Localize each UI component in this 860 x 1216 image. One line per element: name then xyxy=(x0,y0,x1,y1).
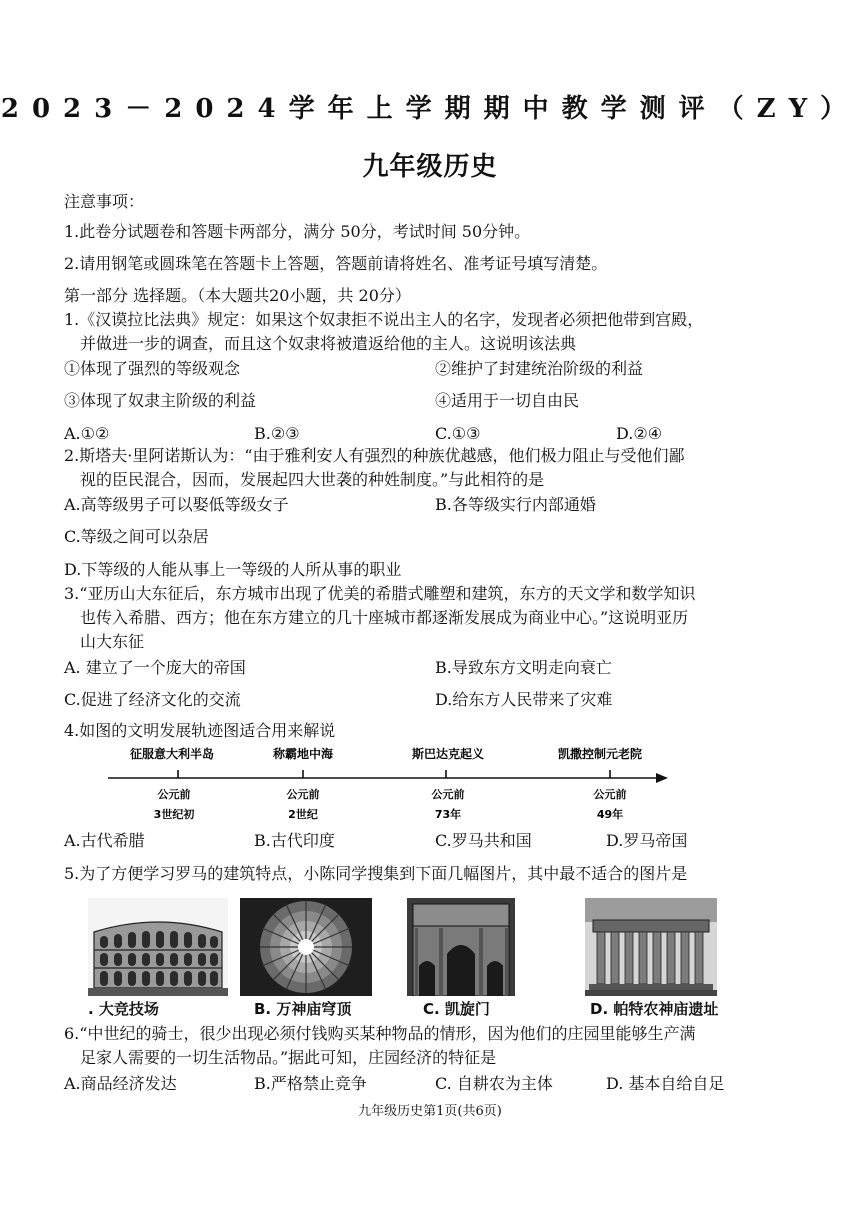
q3-option-b: B.导致东方文明走向衰亡 xyxy=(435,658,612,677)
timeline-era: 公元前 xyxy=(157,788,191,801)
q6-option-d: D. 基本自给自足 xyxy=(606,1074,725,1093)
timeline-arrowhead xyxy=(656,773,668,783)
q4-option-c: C.罗马共和国 xyxy=(435,831,532,850)
q4-stem: 4.如图的文明发展轨迹图适合用来解说 xyxy=(64,721,336,740)
q6-option-b: B.严格禁止竞争 xyxy=(254,1074,367,1093)
timeline-date: 73年 xyxy=(434,808,462,821)
exam-subtitle: 九年级历史 xyxy=(362,152,498,182)
page-footer: 九年级历史第1页(共6页) xyxy=(358,1104,502,1119)
image-caption-c: C. 凯旋门 xyxy=(423,1000,490,1018)
q1-option-c: C.①③ xyxy=(435,424,481,443)
timeline-diagram xyxy=(100,742,680,827)
q2-stem-line1: 2.斯塔夫·里阿诺斯认为：“由于雅利安人有强烈的种族优越感，他们极力阻止与受他们鄙 xyxy=(64,446,685,465)
timeline-date: 49年 xyxy=(596,808,624,821)
q2-option-a: A.高等级男子可以娶低等级女子 xyxy=(64,495,289,514)
q2-option-c: C.等级之间可以杂居 xyxy=(64,527,209,546)
q1-statement-1: ①体现了强烈的等级观念 xyxy=(64,359,241,378)
notice-item-2: 2.请用钢笔或圆珠笔在答题卡上答题，答题前请将姓名、准考证号填写清楚。 xyxy=(64,254,608,273)
section-heading: 第一部分 选择题。（本大题共20小题，共 20分） xyxy=(64,286,411,305)
q3-stem-line3: 山大东征 xyxy=(80,632,145,651)
q1-statement-4: ④适用于一切自由民 xyxy=(435,391,580,410)
exam-title: 2023－2024学年上学期期中教学测评（ZY） xyxy=(0,94,860,124)
q6-option-a: A.商品经济发达 xyxy=(64,1074,177,1093)
q3-option-a: A. 建立了一个庞大的帝国 xyxy=(64,658,246,677)
image-caption-d: D. 帕特农神庙遗址 xyxy=(590,1000,719,1018)
notice-item-1: 1.此卷分试题卷和答题卡两部分，满分 50分，考试时间 50分钟。 xyxy=(64,222,531,241)
q2-option-b: B.各等级实行内部通婚 xyxy=(435,495,596,514)
q6-stem-line1: 6.“中世纪的骑士，很少出现必须付钱购买某种物品的情形，因为他们的庄园里能够生产满 xyxy=(64,1024,696,1043)
timeline-event: 斯巴达克起义 xyxy=(411,747,485,761)
parthenon-ruins-image xyxy=(585,898,717,996)
pantheon-dome-image xyxy=(240,898,372,996)
image-caption-b: B. 万神庙穹顶 xyxy=(254,1000,352,1018)
q3-stem-line1: 3.“亚历山大东征后，东方城市出现了优美的希腊式雕塑和建筑，东方的天文学和数学知识 xyxy=(64,584,696,603)
notice-heading: 注意事项： xyxy=(64,192,145,211)
q1-option-a: A.①② xyxy=(64,424,110,443)
q3-option-c: C.促进了经济文化的交流 xyxy=(64,690,241,709)
q1-stem-line1: 1.《汉谟拉比法典》规定：如果这个奴隶拒不说出主人的名字，发现者必须把他带到宫殿， xyxy=(64,310,704,329)
timeline-date: 3世纪初 xyxy=(153,808,195,821)
q1-option-b: B.②③ xyxy=(254,424,300,443)
q4-option-b: B.古代印度 xyxy=(254,831,335,850)
colosseum-image xyxy=(88,898,228,996)
q1-stem-line2: 并做进一步的调查，而且这个奴隶将被遣返给他的主人。这说明该法典 xyxy=(80,334,577,353)
q3-stem-line2: 也传入希腊、西方；他在东方建立的几十座城市都逐渐发展成为商业中心。”这说明亚历 xyxy=(80,608,689,627)
timeline-event: 称霸地中海 xyxy=(272,747,334,761)
timeline-era: 公元前 xyxy=(593,788,627,801)
q2-stem-line2: 视的臣民混合，因而，发展起四大世袭的种姓制度。”与此相符的是 xyxy=(80,470,545,489)
q4-option-d: D.罗马帝国 xyxy=(606,831,688,850)
timeline-event: 征服意大利半岛 xyxy=(129,747,215,761)
triumphal-arch-image xyxy=(407,898,515,996)
timeline-era: 公元前 xyxy=(431,788,465,801)
q2-option-d: D.下等级的人能从事上一等级的人所从事的职业 xyxy=(64,560,402,579)
q6-option-c: C. 自耕农为主体 xyxy=(435,1074,553,1093)
q4-option-a: A.古代希腊 xyxy=(64,831,145,850)
q5-stem: 5.为了方便学习罗马的建筑特点，小陈同学搜集到下面几幅图片，其中最不适合的图片是 xyxy=(64,864,688,883)
q1-statement-2: ②维护了封建统治阶级的利益 xyxy=(435,359,644,378)
q3-option-d: D.给东方人民带来了灾难 xyxy=(435,690,613,709)
q6-stem-line2: 足家人需要的一切生活物品。”据此可知，庄园经济的特征是 xyxy=(80,1048,497,1067)
q1-statement-3: ③体现了奴隶主阶级的利益 xyxy=(64,391,257,410)
timeline-event: 凯撒控制元老院 xyxy=(557,747,643,761)
image-caption-a: . 大竞技场 xyxy=(88,1000,159,1018)
timeline-date: 2世纪 xyxy=(288,808,318,821)
timeline-era: 公元前 xyxy=(286,788,320,801)
q1-option-d: D.②④ xyxy=(616,424,663,443)
